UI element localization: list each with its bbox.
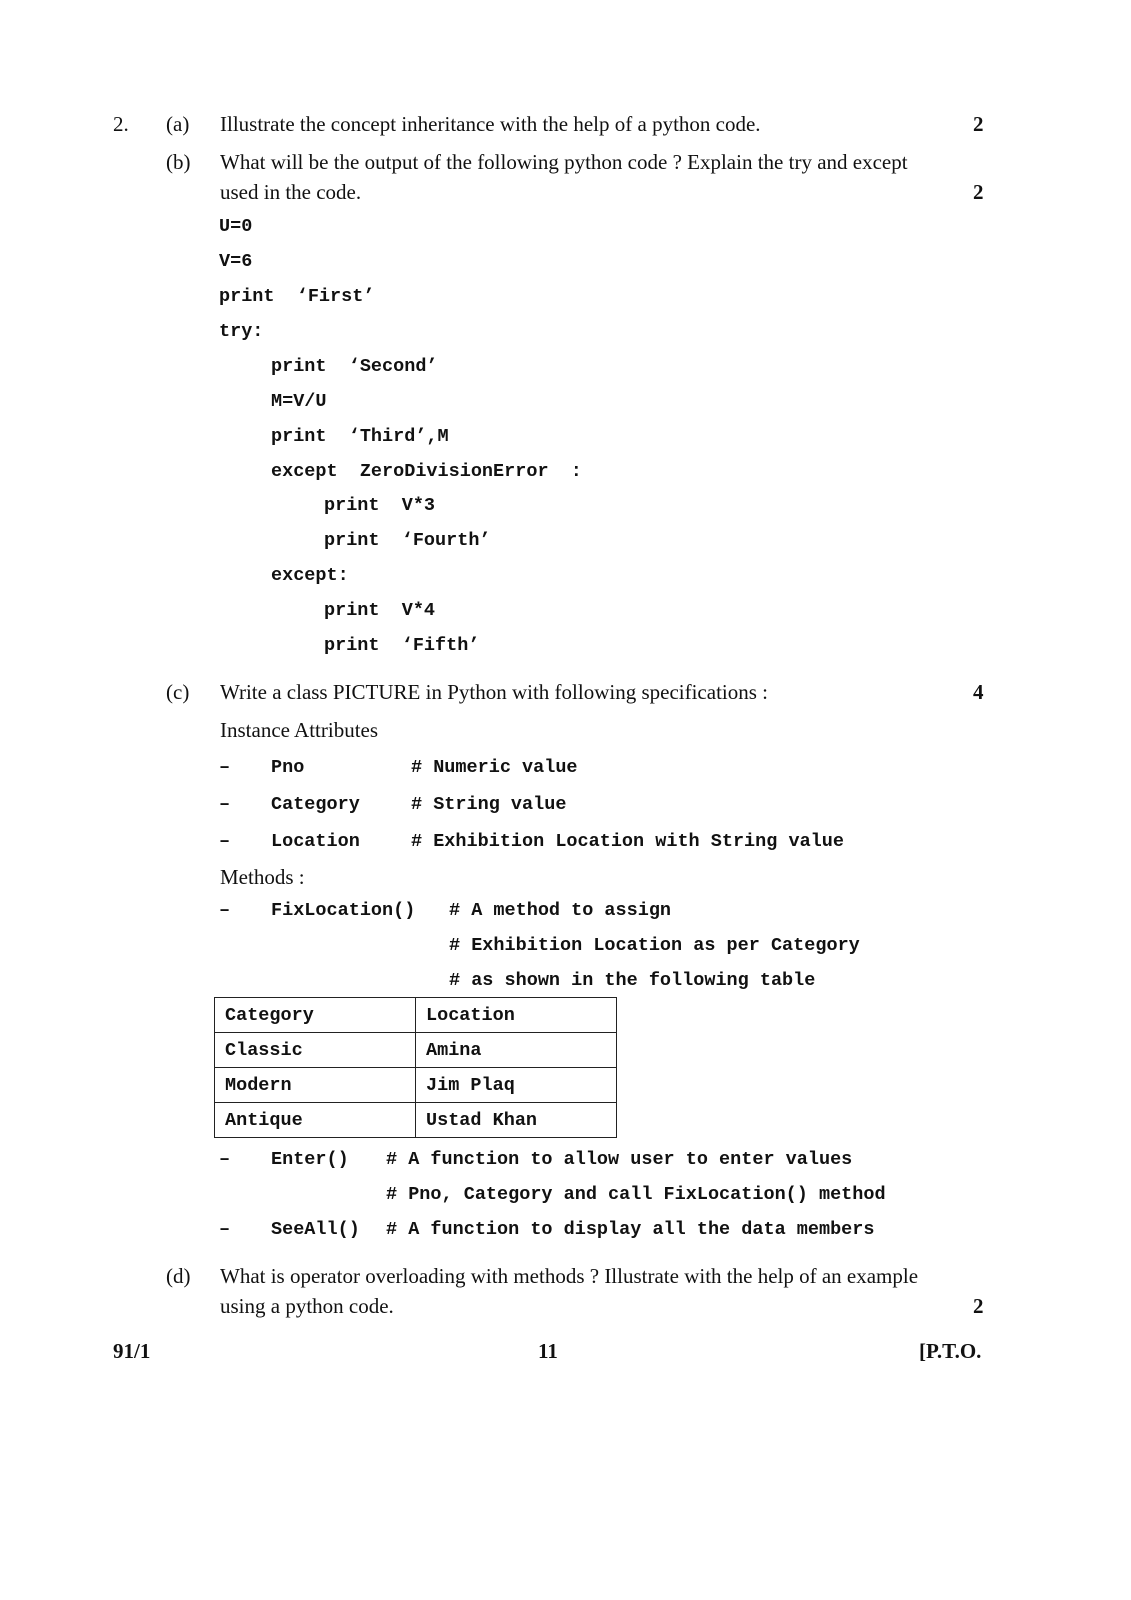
part-b-text-line1: What will be the output of the following python code ? Explain the try and except: [220, 150, 908, 174]
table-cell: Jim Plaq: [416, 1068, 617, 1103]
method-seeall: SeeAll(): [271, 1219, 360, 1240]
code-line-7: print ‘Third’,M: [271, 426, 449, 447]
code-line-13: print ‘Fifth’: [324, 635, 480, 656]
part-a-marks: 2: [973, 112, 984, 136]
code-line-9: print V*3: [324, 495, 436, 516]
method-dash: –: [219, 1219, 231, 1240]
attr-dash: –: [219, 757, 231, 778]
part-a-label: (a): [166, 112, 190, 136]
attr-dash: –: [219, 794, 231, 815]
table-header-cell: Category: [215, 998, 416, 1033]
table-cell: Amina: [416, 1033, 617, 1068]
attr-category-comment: # String value: [411, 794, 567, 815]
code-line-4: try:: [219, 321, 264, 342]
attr-dash: –: [219, 831, 231, 852]
table-cell: Classic: [215, 1033, 416, 1068]
code-line-5: print ‘Second’: [271, 356, 438, 377]
attr-category: Category: [271, 794, 360, 815]
method-dash: –: [219, 1149, 231, 1170]
method-fixlocation: FixLocation(): [271, 900, 416, 921]
enter-comment-2: # Pno, Category and call FixLocation() method: [386, 1184, 886, 1205]
attr-location: Location: [271, 831, 360, 852]
code-line-8: except ZeroDivisionError :: [271, 461, 582, 482]
fixlocation-comment-3: # as shown in the following table: [449, 970, 816, 991]
code-line-12: print V*4: [324, 600, 436, 621]
part-c-marks: 4: [973, 680, 984, 704]
method-enter: Enter(): [271, 1149, 349, 1170]
enter-comment-1: # A function to allow user to enter values: [386, 1149, 853, 1170]
part-d-marks: 2: [973, 1294, 984, 1318]
attr-pno-comment: # Numeric value: [411, 757, 578, 778]
category-location-table: [214, 997, 617, 1138]
question-number: 2.: [113, 112, 129, 136]
footer-paper-code: 91/1: [113, 1339, 151, 1363]
code-line-2: V=6: [219, 251, 253, 272]
attr-pno: Pno: [271, 757, 305, 778]
code-line-1: U=0: [219, 216, 253, 237]
attr-location-comment: # Exhibition Location with String value: [411, 831, 844, 852]
table-cell: Modern: [215, 1068, 416, 1103]
code-line-3: print ‘First’: [219, 286, 375, 307]
footer-pto: [P.T.O.: [919, 1339, 982, 1363]
part-d-label: (d): [166, 1264, 191, 1288]
table-row: [215, 1068, 617, 1103]
code-line-10: print ‘Fourth’: [324, 530, 491, 551]
table-cell: Ustad Khan: [416, 1103, 617, 1138]
part-b-text-line2: used in the code.: [220, 180, 362, 204]
method-dash: –: [219, 900, 231, 921]
methods-heading: Methods :: [220, 865, 305, 889]
part-d-text-line1: What is operator overloading with methods ? Illustrate with the help of an example: [220, 1264, 919, 1288]
code-line-6: M=V/U: [271, 391, 327, 412]
part-c-label: (c): [166, 680, 190, 704]
table-row: [215, 1103, 617, 1138]
part-b-label: (b): [166, 150, 191, 174]
part-c-text: Write a class PICTURE in Python with following specifications :: [220, 680, 768, 704]
table-cell: Antique: [215, 1103, 416, 1138]
table-header-row: [215, 998, 617, 1033]
part-a-text: Illustrate the concept inheritance with the help of a python code.: [220, 112, 761, 136]
code-line-11: except:: [271, 565, 349, 586]
fixlocation-comment-2: # Exhibition Location as per Category: [449, 935, 860, 956]
part-b-marks: 2: [973, 180, 984, 204]
footer-page-number: 11: [538, 1339, 558, 1363]
instance-attributes-heading: Instance Attributes: [220, 718, 379, 742]
table-header-cell: Location: [416, 998, 617, 1033]
seeall-comment: # A function to display all the data members: [386, 1219, 875, 1240]
fixlocation-comment-1: # A method to assign: [449, 900, 672, 921]
part-d-text-line2: using a python code.: [220, 1294, 394, 1318]
table-row: [215, 1033, 617, 1068]
